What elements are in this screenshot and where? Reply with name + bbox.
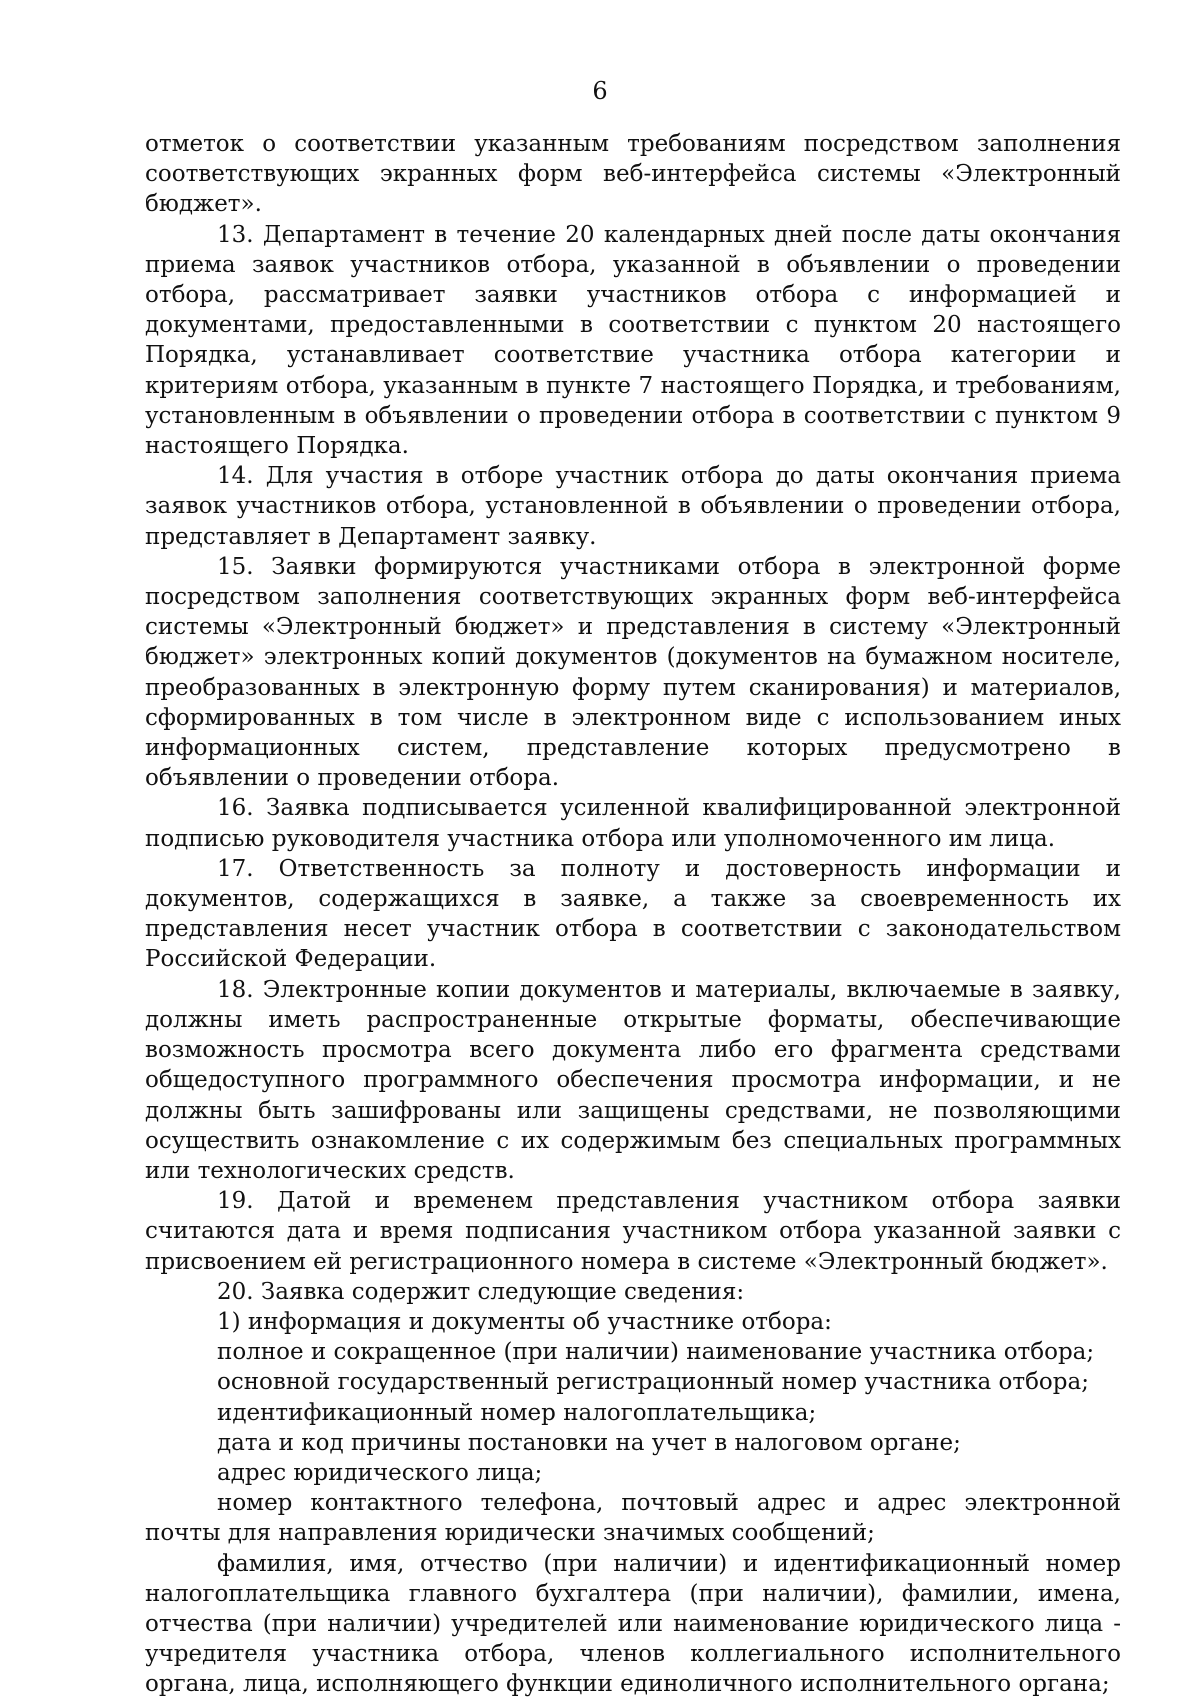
page-number: 6 <box>592 77 608 105</box>
paragraph-15: 15. Заявки формируются участниками отбора в электронной форме посредством заполнения соответствующих экранных форм веб-интерфейса системы «Электронный бюджет» и представления в систему «Электронный бюджет» электронных копий документов (документов на бумажном носителе, преобразованных в электронную форму путем сканирования) и материалов, сформированных в том числе в электронном виде с использованием иных информационных систем, представление которых предусмотрено в объявлении о проведении отбора. <box>145 553 1121 792</box>
paragraph-17: 17. Ответственность за полноту и достоверность информации и документов, содержащихся в заявке, а также за своевременность их представления несет участник отбора в соответствии с законодательством Российской Федерации. <box>145 855 1121 973</box>
paragraph-20: 20. Заявка содержит следующие сведения: <box>217 1278 745 1305</box>
paragraph-14: 14. Для участия в отборе участник отбора до даты окончания приема заявок участников отбора, установленной в объявлении о проведении отбора, представляет в Департамент заявку. <box>145 463 1121 550</box>
list-item-address: адрес юридического лица; <box>217 1459 543 1486</box>
paragraph-16: 16. Заявка подписывается усиленной квалифицированной электронной подписью руководителя участника отбора или уполномоченного им лица. <box>145 795 1121 852</box>
list-item-1: 1) информация и документы об участнике отбора: <box>217 1308 832 1335</box>
paragraph-19: 19. Датой и временем представления участником отбора заявки считаются дата и время подписания участником отбора указанной заявки с присвоением ей регистрационного номера в системе «Электронный бюджет». <box>145 1188 1121 1275</box>
list-item-kpp: дата и код причины постановки на учет в налоговом органе; <box>217 1429 961 1456</box>
paragraph-continuation: отметок о соответствии указанным требованиям посредством заполнения соответствующих экранных форм веб-интерфейса системы «Электронный бюджет». <box>145 131 1121 218</box>
list-item-contacts: номер контактного телефона, почтовый адрес и адрес электронной почты для направления юридически значимых сообщений; <box>145 1490 1121 1547</box>
paragraph-18: 18. Электронные копии документов и материалы, включаемые в заявку, должны иметь распространенные открытые форматы, обеспечивающие возможность просмотра всего документа либо его фрагмента средствами общедоступного программного обеспечения просмотра информации, и не должны быть зашифрованы или защищены средствами, не позволяющими осуществить ознакомление с их содержимым без специальных программных или технологических средств. <box>145 976 1121 1184</box>
paragraph-13: 13. Департамент в течение 20 календарных дней после даты окончания приема заявок участников отбора, указанной в объявлении о проведении отбора, рассматривает заявки участников отбора с информацией и документами, предоставленными в соответствии с пунктом 20 настоящего Порядка, устанавливает соответствие участника отбора категории и критериям отбора, указанным в пункте 7 настоящего Порядка, и требованиям, установленным в объявлении о проведении отбора в соответствии с пунктом 9 настоящего Порядка. <box>145 221 1121 460</box>
list-item-ogrn: основной государственный регистрационный номер участника отбора; <box>217 1369 1089 1396</box>
list-item-persons: фамилия, имя, отчество (при наличии) и идентификационный номер налогоплательщика главного бухгалтера (при наличии), фамилии, имена, отчества (при наличии) учредителей или наименование юридического лица - учредителя участника отбора, членов коллегиального исполнительного органа, лица, исполняющего функции единоличного исполнительного органа; <box>145 1550 1121 1698</box>
document-body <box>145 129 1121 1700</box>
list-item-full-name: полное и сокращенное (при наличии) наименование участника отбора; <box>217 1339 1095 1366</box>
list-item-inn: идентификационный номер налогоплательщика; <box>217 1399 817 1426</box>
